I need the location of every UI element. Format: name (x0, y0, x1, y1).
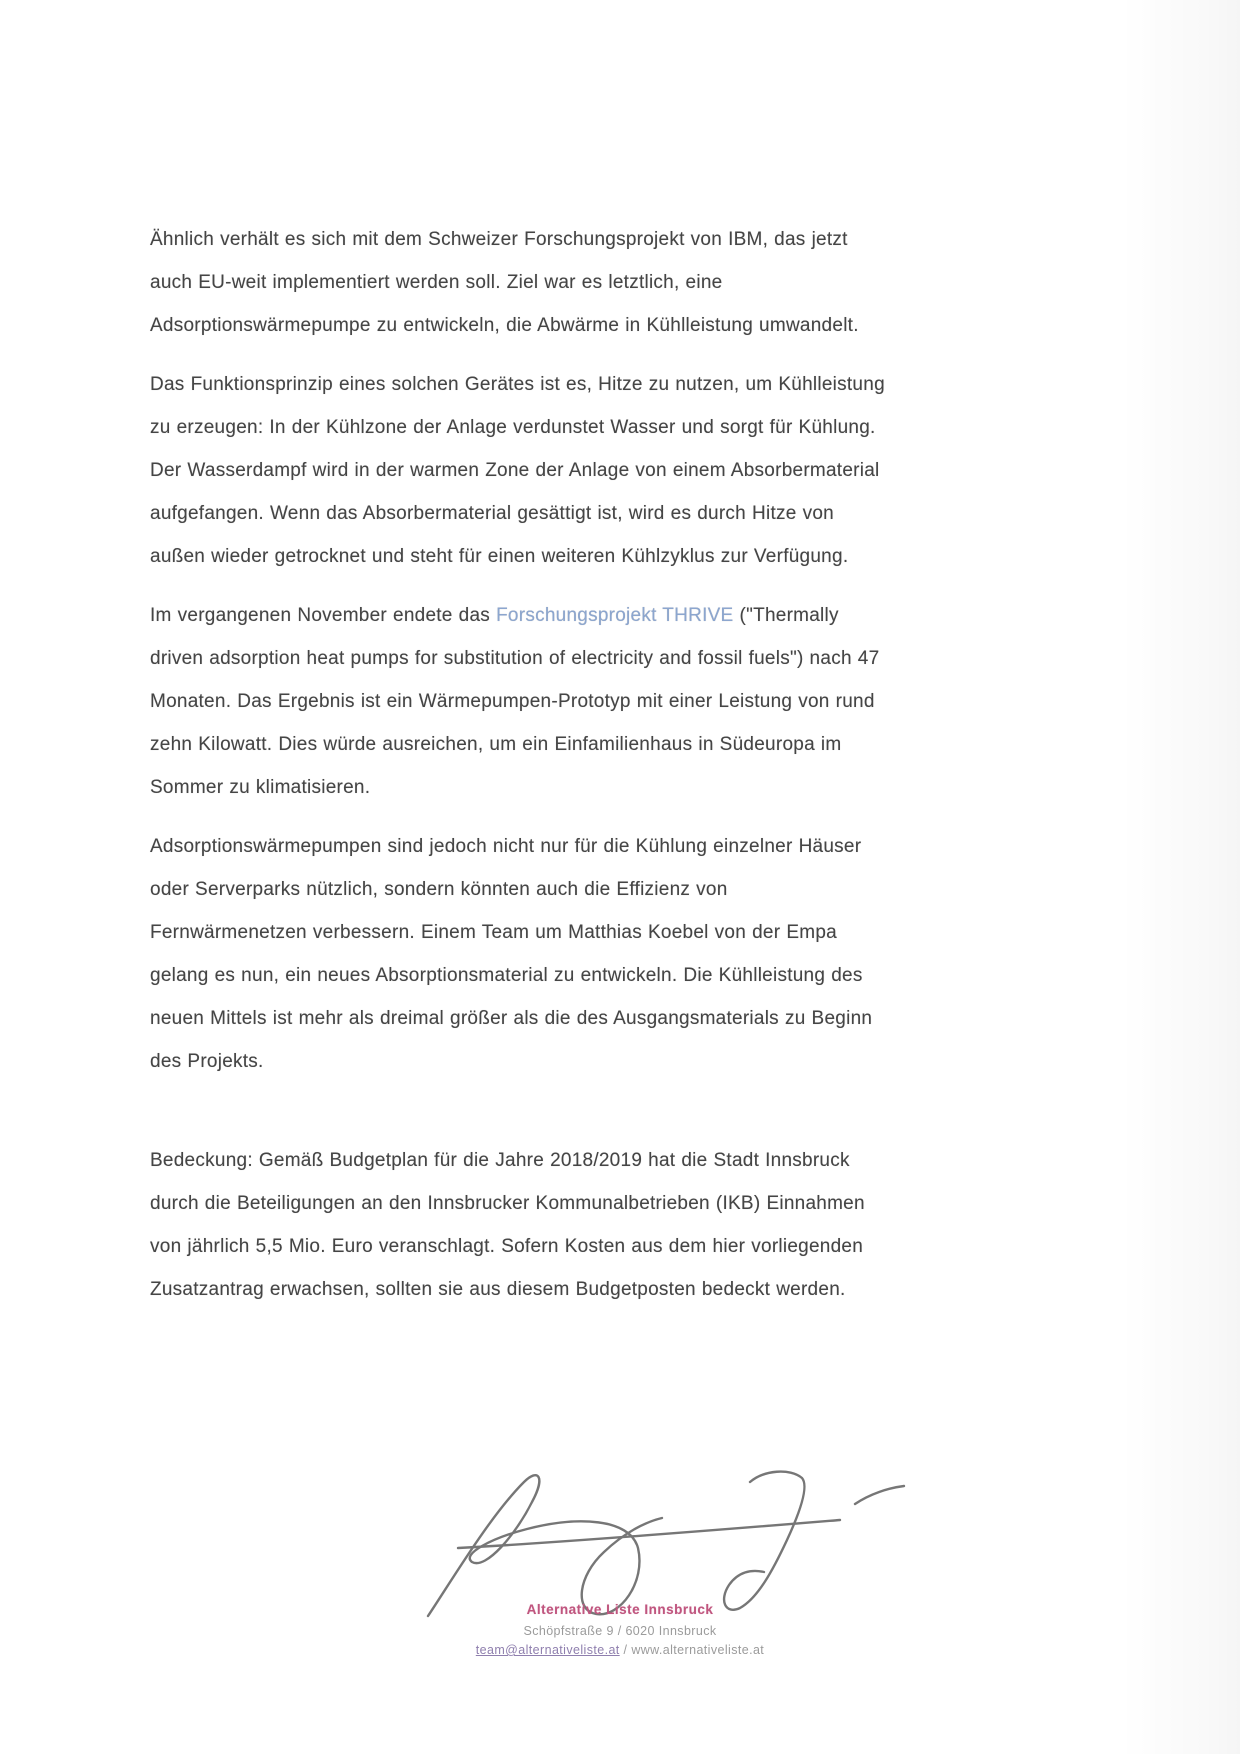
text-line: Das Funktionsprinzip eines solchen Gerätes ist es, Hitze zu nutzen, um Kühlleistung (150, 374, 885, 395)
text-line: driven adsorption heat pumps for substitution of electricity and fossil fuels") nach 47 (150, 648, 880, 669)
paragraph-thrive (150, 594, 950, 809)
footer-separator: / (619, 1643, 632, 1657)
text-line: Fernwärmenetzen verbessern. Einem Team um Matthias Koebel von der Empa (150, 922, 837, 943)
text-line: oder Serverparks nützlich, sondern könnten auch die Effizienz von (150, 879, 728, 900)
paragraph-funktionsprinzip (150, 363, 950, 578)
text-line: Ähnlich verhält es sich mit dem Schweizer Forschungsprojekt von IBM, das jetzt (150, 229, 848, 250)
text-line (150, 594, 950, 637)
paragraph-fernwaerme (150, 825, 950, 1083)
text-line: auch EU-weit implementiert werden soll. Ziel war es letztlich, eine (150, 272, 723, 293)
text-line: zu erzeugen: In der Kühlzone der Anlage verdunstet Wasser und sorgt für Kühlung. (150, 417, 876, 438)
text-line: gelang es nun, ein neues Absorptionsmaterial zu entwickeln. Die Kühlleistung des (150, 965, 863, 986)
paragraph-bedeckung (150, 1139, 950, 1311)
text-segment: ("Thermally (733, 605, 839, 626)
text-line: Bedeckung: Gemäß Budgetplan für die Jahre 2018/2019 hat die Stadt Innsbruck (150, 1150, 850, 1171)
text-line: von jährlich 5,5 Mio. Euro veranschlagt. Sofern Kosten aus dem hier vorliegenden (150, 1236, 864, 1257)
text-line: Adsorptionswärmepumpen sind jedoch nicht nur für die Kühlung einzelner Häuser (150, 836, 862, 857)
text-line: des Projekts. (150, 1051, 264, 1072)
text-line: aufgefangen. Wenn das Absorbermaterial gesättigt ist, wird es durch Hitze von (150, 503, 834, 524)
text-line: durch die Beteiligungen an den Innsbrucker Kommunalbetrieben (IKB) Einnahmen (150, 1193, 865, 1214)
document-body (150, 218, 950, 1327)
footer-website: www.alternativeliste.at (631, 1643, 765, 1657)
text-line: außen wieder getrocknet und steht für einen weiteren Kühlzyklus zur Verfügung. (150, 546, 849, 567)
thrive-project-link[interactable]: Forschungsprojekt THRIVE (496, 605, 734, 626)
footer-email-link[interactable]: team@alternativeliste.at (475, 1643, 620, 1657)
text-line: Sommer zu klimatisieren. (150, 777, 371, 798)
footer-contact-line (0, 1643, 1240, 1657)
text-line: Adsorptionswärmepumpe zu entwickeln, die Abwärme in Kühlleistung umwandelt. (150, 315, 859, 336)
text-line: Zusatzantrag erwachsen, sollten sie aus diesem Budgetposten bedeckt werden. (150, 1279, 846, 1300)
text-line: neuen Mittels ist mehr als dreimal größer als die des Ausgangsmaterials zu Beginn (150, 1008, 873, 1029)
text-segment: Im vergangenen November endete das (150, 605, 497, 626)
footer (0, 1602, 1240, 1657)
text-line: Der Wasserdampf wird in der warmen Zone der Anlage von einem Absorbermaterial (150, 460, 880, 481)
footer-org-name: Alternative Liste Innsbruck (526, 1602, 714, 1617)
scan-edge-shading (1120, 0, 1240, 1754)
text-line: Monaten. Das Ergebnis ist ein Wärmepumpen-Prototyp mit einer Leistung von rund (150, 691, 875, 712)
paragraph-ibm-project (150, 218, 950, 347)
footer-address: Schöpfstraße 9 / 6020 Innsbruck (523, 1624, 717, 1638)
text-line: zehn Kilowatt. Dies würde ausreichen, um ein Einfamilienhaus in Südeuropa im (150, 734, 842, 755)
